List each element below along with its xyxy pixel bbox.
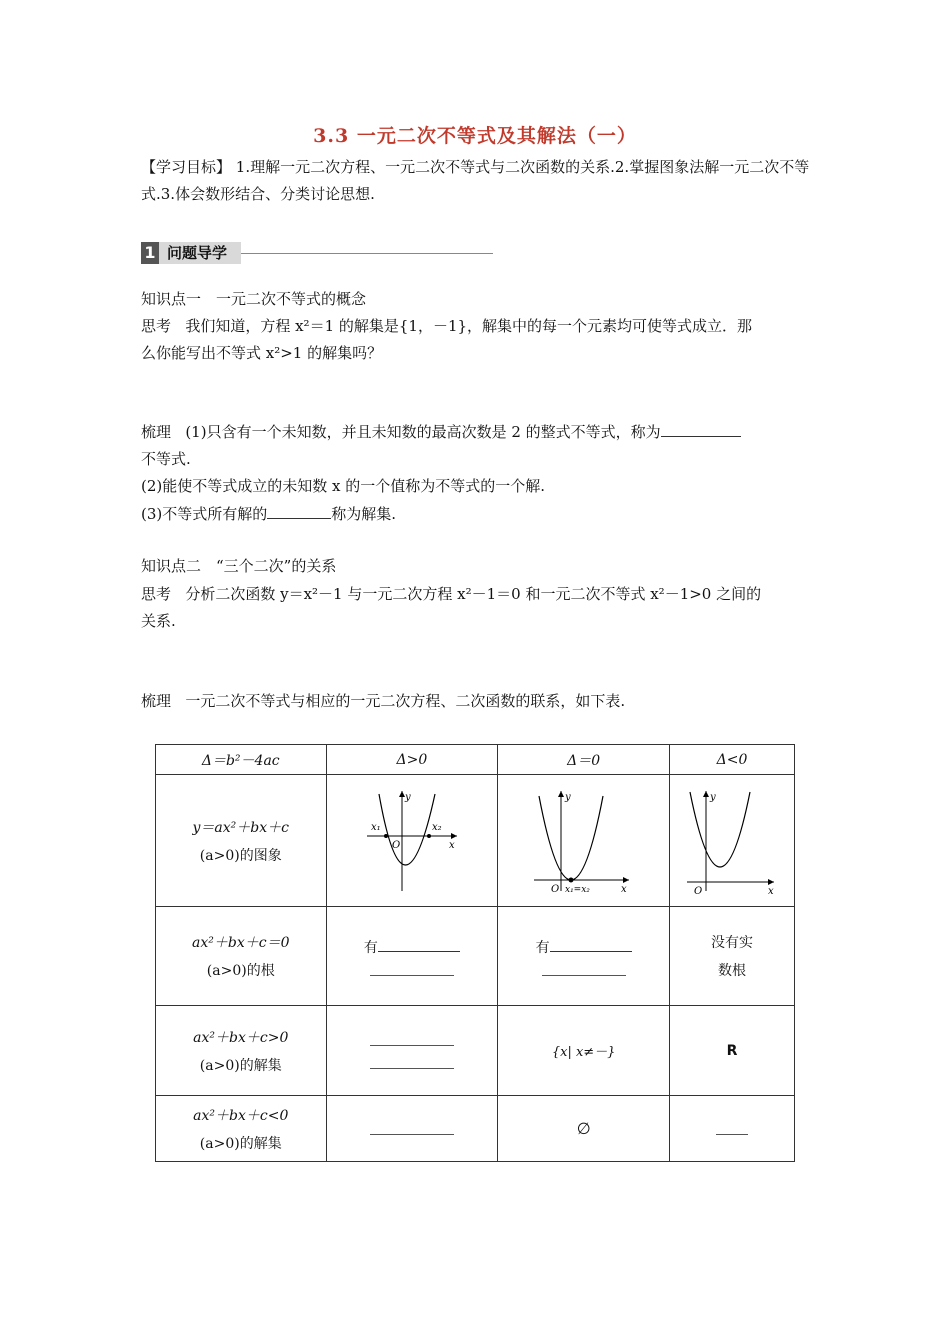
label-origin: O [550, 883, 559, 895]
kp1-sort2: (2)能使不等式成立的未知数 x 的一个值称为不等式的一个解. [141, 477, 546, 495]
answer-blank[interactable] [550, 937, 632, 952]
parabola-double-root-graph [529, 786, 639, 896]
roots-cell-negative [670, 907, 795, 1006]
label-x1: x₁ [370, 821, 381, 833]
lt-row-label-b: (a>0)的解集 [199, 1135, 282, 1152]
answer-blank[interactable] [370, 963, 454, 976]
header-delta-positive: Δ>0 [326, 745, 498, 775]
lt-cell-negative [670, 1096, 795, 1162]
roots-cell-positive [326, 907, 498, 1006]
header-delta: Δ＝b²－4ac [156, 745, 327, 775]
parabola-two-roots-graph [357, 786, 467, 896]
label-x-axis: x [448, 839, 455, 851]
table-header-row [156, 745, 795, 775]
roots-row-label-b: (a>0)的根 [206, 963, 275, 979]
kp2-sort-text: 一元二次不等式与相应的一元二次方程、二次函数的联系，如下表. [185, 692, 626, 710]
page-title: 3.3 一元二次不等式及其解法（一） [313, 125, 637, 147]
x-axis-arrow [451, 833, 457, 839]
table-row-roots [156, 907, 795, 1006]
kp2-think-text-a: 分析二次函数 y＝x²－1 与一元二次方程 x²－1＝0 和一元二次不等式 x²－1>0 之间的 [185, 585, 762, 603]
kp1-sort-label: 梳理 [141, 423, 172, 441]
gt-row-label [156, 1006, 327, 1096]
answer-blank[interactable] [661, 422, 741, 437]
kp1-think-text-b: 么你能写出不等式 x²>1 的解集吗？ [141, 344, 383, 362]
section-label: 问题导学 [159, 242, 241, 264]
kp1-think-line1 [141, 315, 752, 336]
root-point-2 [427, 834, 431, 838]
graph-row-label [156, 775, 327, 907]
tangent-point [568, 877, 573, 882]
y-axis-arrow [703, 791, 709, 797]
kp1-think-label: 思考 [141, 317, 172, 335]
section-number: 1 [141, 242, 159, 264]
root-point-1 [384, 834, 388, 838]
kp1-sort1-b: 不等式. [141, 450, 191, 468]
graph-cell-positive [326, 775, 498, 907]
roots-row-label-a: ax²＋bx＋c＝0 [192, 935, 290, 951]
kp1-sort-line1 [141, 421, 741, 442]
header-delta-zero: Δ＝0 [498, 745, 670, 775]
kp2-think-line1 [141, 583, 761, 604]
table-row-graph [156, 775, 795, 907]
kp2-sort-label: 梳理 [141, 692, 172, 710]
answer-blank[interactable] [542, 963, 626, 976]
roots-zero-prefix: 有 [535, 939, 550, 956]
table-row-gt [156, 1006, 795, 1096]
kp2-heading: 知识点二 “三个二次”的关系 [141, 557, 337, 575]
label-y-axis: y [404, 791, 411, 803]
kp1-heading: 知识点一 一元二次不等式的概念 [141, 290, 367, 308]
kp2-sort-line [141, 690, 625, 711]
roots-cell-zero [498, 907, 670, 1006]
label-y-axis: y [710, 791, 716, 803]
kp1-think-text-a: 我们知道，方程 x²＝1 的解集是{1，－1}，解集中的每一个元素均可使等式成立．那 [185, 317, 753, 335]
roots-negative-b: 数根 [718, 963, 747, 979]
roots-negative-a: 没有实 [711, 935, 754, 951]
x-axis-arrow [768, 879, 774, 885]
y-axis-arrow [558, 791, 564, 797]
graph-row-label-b: (a>0)的图象 [199, 847, 282, 864]
section-divider [241, 253, 493, 254]
label-y-axis: y [564, 791, 571, 803]
label-x-axis: x [620, 883, 627, 895]
kp1-sort3 [141, 503, 396, 524]
answer-blank[interactable] [378, 937, 460, 952]
graph-cell-negative [670, 775, 795, 907]
lt-row-label-a: ax²＋bx＋c<0 [193, 1107, 289, 1124]
label-x2: x₂ [431, 821, 442, 833]
graph-cell-zero [498, 775, 670, 907]
kp2-think-label: 思考 [141, 585, 172, 603]
parabola-curve [690, 792, 750, 867]
gt-cell-negative: R [670, 1006, 795, 1096]
header-delta-negative: Δ<0 [670, 745, 795, 775]
gt-cell-positive [326, 1006, 498, 1096]
x-axis-arrow [623, 877, 629, 883]
table-row-lt [156, 1096, 795, 1162]
answer-blank[interactable] [370, 1033, 454, 1046]
label-origin: O [391, 839, 401, 851]
roots-row-label [156, 907, 327, 1006]
answer-blank[interactable] [267, 504, 331, 519]
objectives-label: 【学习目标】 [141, 158, 232, 176]
lt-cell-zero: ∅ [498, 1096, 670, 1162]
gt-row-label-b: (a>0)的解集 [199, 1057, 282, 1074]
label-x1-equals-x2: x₁=x₂ [564, 884, 590, 895]
kp2-think-text-b: 关系. [141, 612, 176, 630]
parabola-no-root-graph [682, 786, 782, 896]
learning-objectives [141, 154, 813, 208]
answer-blank[interactable] [370, 1122, 454, 1135]
parabola-curve [379, 791, 435, 865]
kp1-sort3-b: 称为解集. [331, 505, 397, 523]
relation-table [155, 744, 795, 1162]
graph-row-label-a: y＝ax²＋bx＋c [192, 819, 289, 836]
gt-cell-zero: {x| x≠－} [498, 1006, 670, 1096]
label-origin: O [694, 885, 703, 896]
parabola-curve [539, 796, 603, 880]
section-header [141, 242, 493, 264]
lt-cell-positive [326, 1096, 498, 1162]
answer-blank[interactable] [716, 1122, 748, 1135]
objectives-text: 1.理解一元二次方程、一元二次不等式与二次函数的关系.2.掌握图象法解一元二次不等式.3.体会数形结合、分类讨论思想. [141, 158, 810, 203]
kp1-sort1-a: (1)只含有一个未知数，并且未知数的最高次数是 2 的整式不等式，称为 [185, 423, 661, 441]
gt-row-label-a: ax²＋bx＋c>0 [193, 1029, 289, 1046]
answer-blank[interactable] [370, 1056, 454, 1069]
label-x-axis: x [768, 885, 774, 896]
kp1-sort3-a: (3)不等式所有解的 [141, 505, 268, 523]
roots-positive-prefix: 有 [363, 939, 378, 956]
lt-row-label [156, 1096, 327, 1162]
